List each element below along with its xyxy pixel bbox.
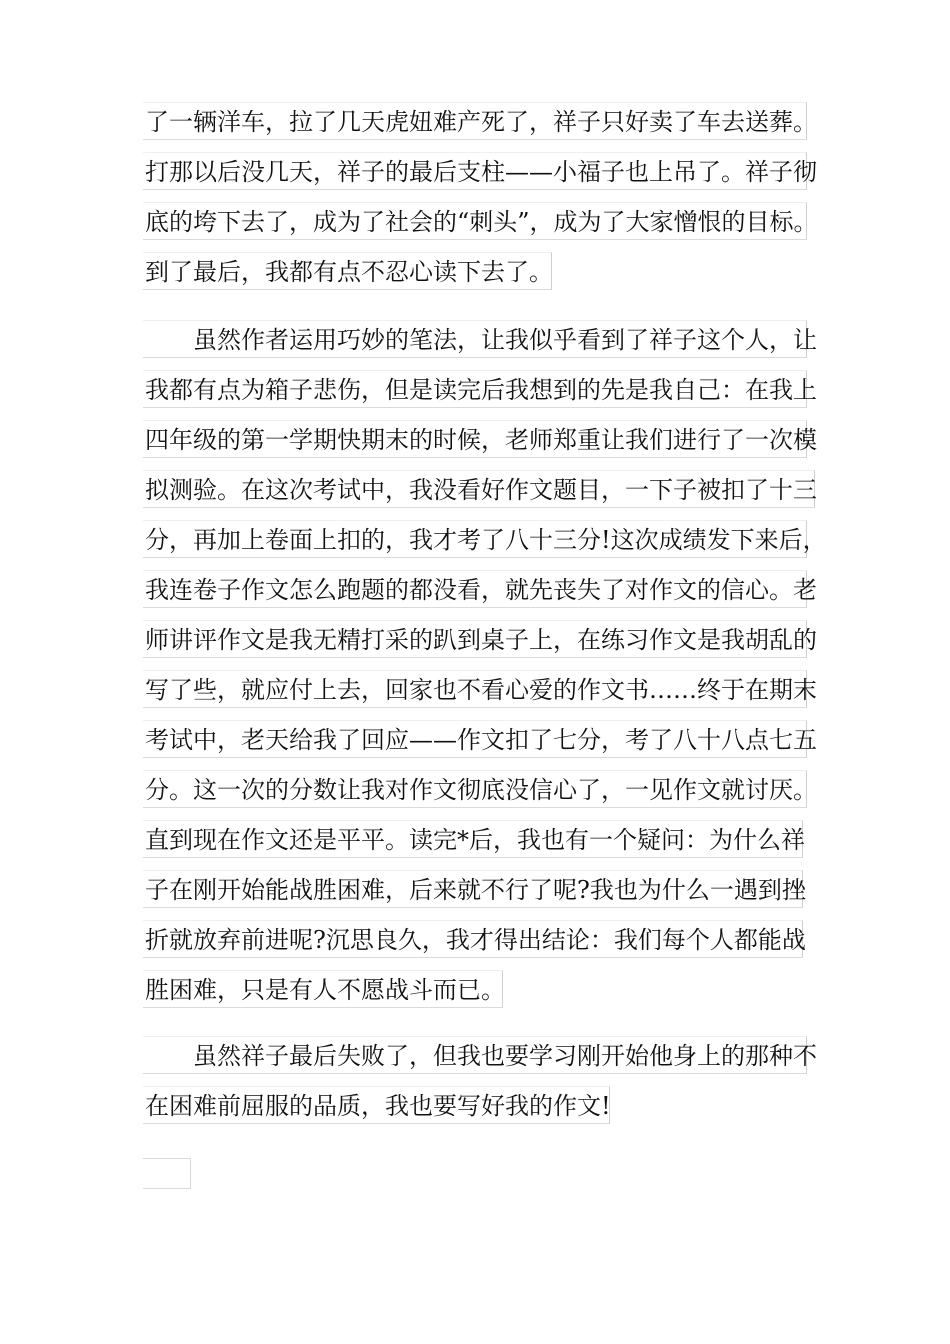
text-line: 分，再加上卷面上扣的，我才考了八十三分!这次成绩发下来后， — [143, 520, 807, 558]
text-line: 底的垮下去了，成为了社会的“刺头”，成为了大家憎恨的目标。 — [143, 202, 807, 240]
text-line: 四年级的第一学期快期末的时候，老师郑重让我们进行了一次模 — [143, 420, 807, 458]
text-line: 拟测验。在这次考试中，我没看好作文题目，一下子被扣了十三 — [143, 470, 815, 508]
text-line: 分。这一次的分数让我对作文彻底没信心了，一见作文就讨厌。 — [143, 770, 807, 808]
text-line: 了一辆洋车，拉了几天虎妞难产死了，祥子只好卖了车去送葬。 — [143, 102, 807, 140]
text-line: 打那以后没几天，祥子的最后支柱——小福子也上吊了。祥子彻 — [143, 152, 807, 190]
paragraph-first-line: 虽然作者运用巧妙的笔法，让我似乎看到了祥子这个人，让 — [143, 320, 807, 358]
text-line: 考试中，老天给我了回应——作文扣了七分，考了八十八点七五 — [143, 720, 807, 758]
text-line: 师讲评作文是我无精打采的趴到桌子上，在练习作文是我胡乱的 — [143, 620, 807, 658]
paragraph-first-line: 虽然祥子最后失败了，但我也要学习刚开始他身上的那种不 — [143, 1036, 807, 1074]
text-line: 直到现在作文还是平平。读完*后，我也有一个疑问：为什么祥 — [143, 820, 803, 858]
text-line: 到了最后，我都有点不忍心读下去了。 — [143, 252, 552, 290]
text-line: 子在刚开始能战胜困难，后来就不行了呢?我也为什么一遇到挫 — [143, 870, 803, 908]
empty-line-box — [143, 1158, 191, 1189]
text-line: 折就放弃前进呢?沉思良久，我才得出结论：我们每个人都能战 — [143, 920, 803, 958]
text-line: 胜困难，只是有人不愿战斗而已。 — [143, 970, 503, 1008]
text-line: 在困难前屈服的品质，我也要写好我的作文! — [143, 1086, 610, 1124]
text-line: 我都有点为箱子悲伤，但是读完后我想到的先是我自己：在我上 — [143, 370, 807, 408]
text-line: 我连卷子作文怎么跑题的都没看，就先丧失了对作文的信心。老 — [143, 570, 807, 608]
text-line: 写了些，就应付上去，回家也不看心爱的作文书……终于在期末 — [143, 670, 807, 708]
